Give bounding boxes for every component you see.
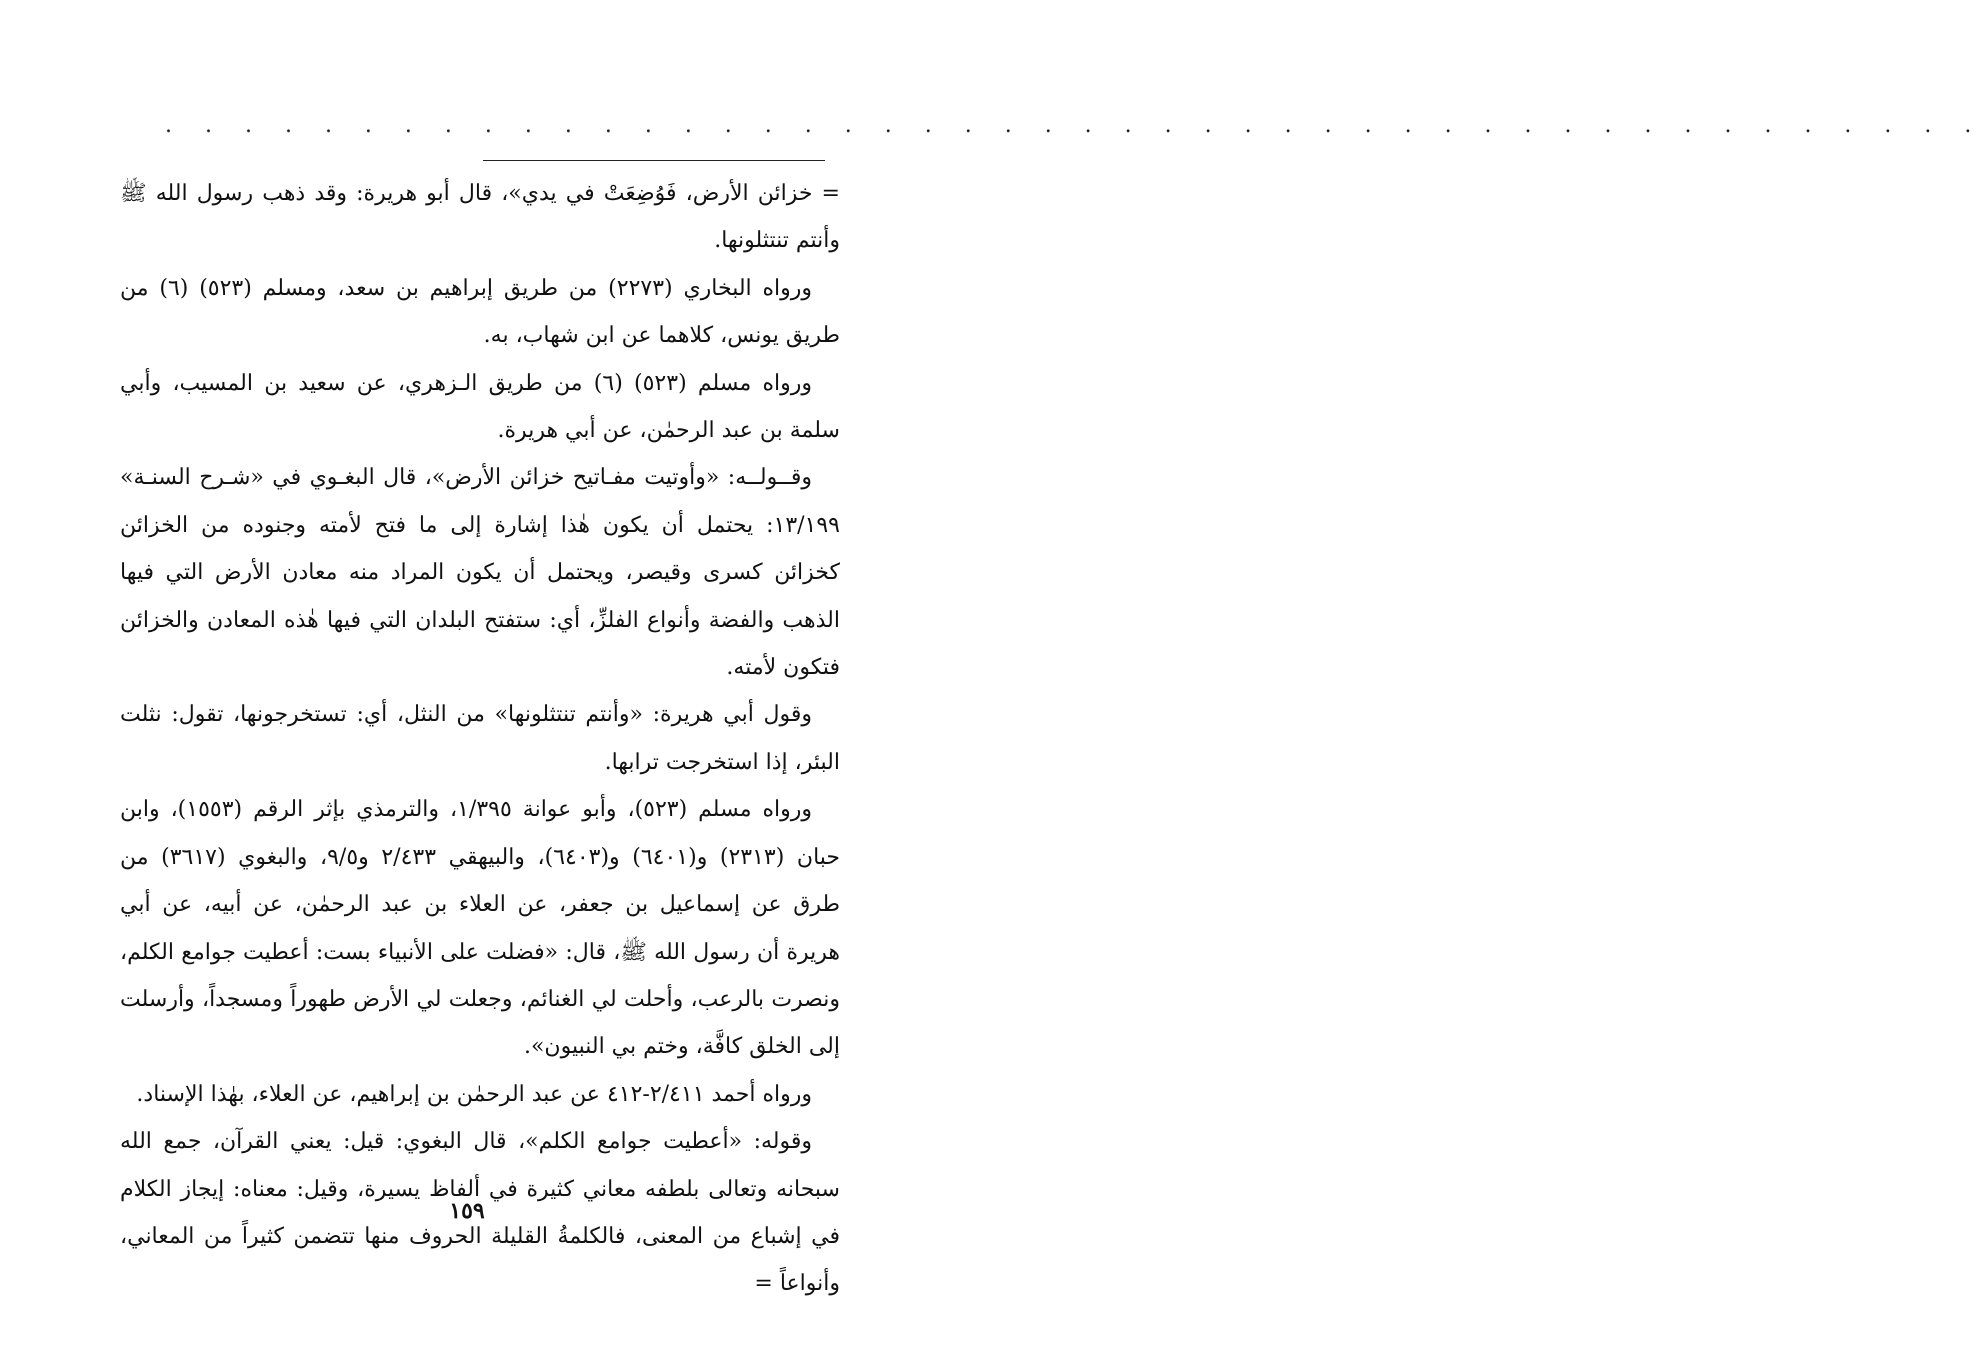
paragraph: ورواه مسلم (٥٢٣) (٦) من طريق الـزهري، عن سعيد بن المسيب، وأبي سلمة بن عبد الرحمٰن، عن أبي هريرة. — [120, 370, 840, 444]
paragraph: = خزائن الأرض، فَوُضِعَتْ في يدي»، قال أبو هريرة: وقد ذهب رسول الله ﷺ وأنتم تنتثلونها. — [120, 181, 840, 254]
paragraph: ورواه البخاري (٢٢٧٣) من طريق إبراهيم بن سعد، ومسلم (٥٢٣) (٦) من طريق يونس، كلاهما عن ابن شهاب، به. — [120, 275, 840, 349]
footnote-text-block — [120, 170, 840, 1308]
paragraph: وقول أبي هريرة: «وأنتم تنتثلونها» من النثل، أي: تستخرجونها، تقول: نثلت البئر، إذا استخرجت ترابها. — [120, 702, 840, 775]
paragraph: ورواه أحمد ٢/٤١١-٤١٢ عن عبد الرحمٰن بن إبراهيم، عن العلاء، بهٰذا الإسناد. — [136, 1081, 812, 1107]
footnote-dot-separator: . . . . . . . . . . . . . . . . . . . . . . . . . . . . . . . . . . . . . . . . . . . . . . — [165, 113, 1984, 138]
page-number: ١٥٩ — [449, 1198, 485, 1224]
paragraph: ورواه مسلم (٥٢٣)، وأبو عوانة ١/٣٩٥، والترمذي بإثر الرقم (١٥٥٣)، وابن حبان (٢٣١٣) و(٦٤٠١) و(٦٤٠٣)، والبيهقي ٢/٤٣٣ و٩/٥، والبغوي (٣٦١٧) من طرق عن إسماعيل بن جعفر، عن العلاء بن عبد الرحمٰن، عن أبيه، عن أبي هريرة أن رسول الله ﷺ، قال: «فضلت على الأنبياء بست: أعطيت جوامع الكلم، ونصرت بالرعب، وأحلت لي الغنائم، وجعلت لي الأرض طهوراً ومسجداً، وأرسلت إلى الخلق كافَّة، وختم بي النبيون». — [120, 797, 841, 1060]
footnote-rule — [483, 160, 825, 161]
paragraph: وقــولــه: «وأوتيت مفـاتيح خزائن الأرض»، قال البغـوي في «شـرح السنـة» ١٣/١٩٩: يحتمل أن يكون هٰذا إشارة إلى ما فتح لأمته وجنوده من الخزائن كخزائن كسرى وقيصر، ويحتمل أن يكون المراد منه معادن الأرض التي فيها الذهب والفضة وأنواع الفلزِّ، أي: ستفتح البلدان التي فيها هٰذه المعادن والخزائن فتكون لأمته. — [120, 465, 840, 681]
paragraph: وقوله: «أعطيت جوامع الكلم»، قال البغوي: قيل: يعني القرآن، جمع الله سبحانه وتعالى بلطفه معاني كثيرة في ألفاظ يسيرة، وقيل: معناه: إيجاز الكلام في إشباع من المعنى، فالكلمةُ القليلة الحروف منها تتضمن كثيراً من المعاني، وأنواعاً = — [120, 1129, 840, 1297]
